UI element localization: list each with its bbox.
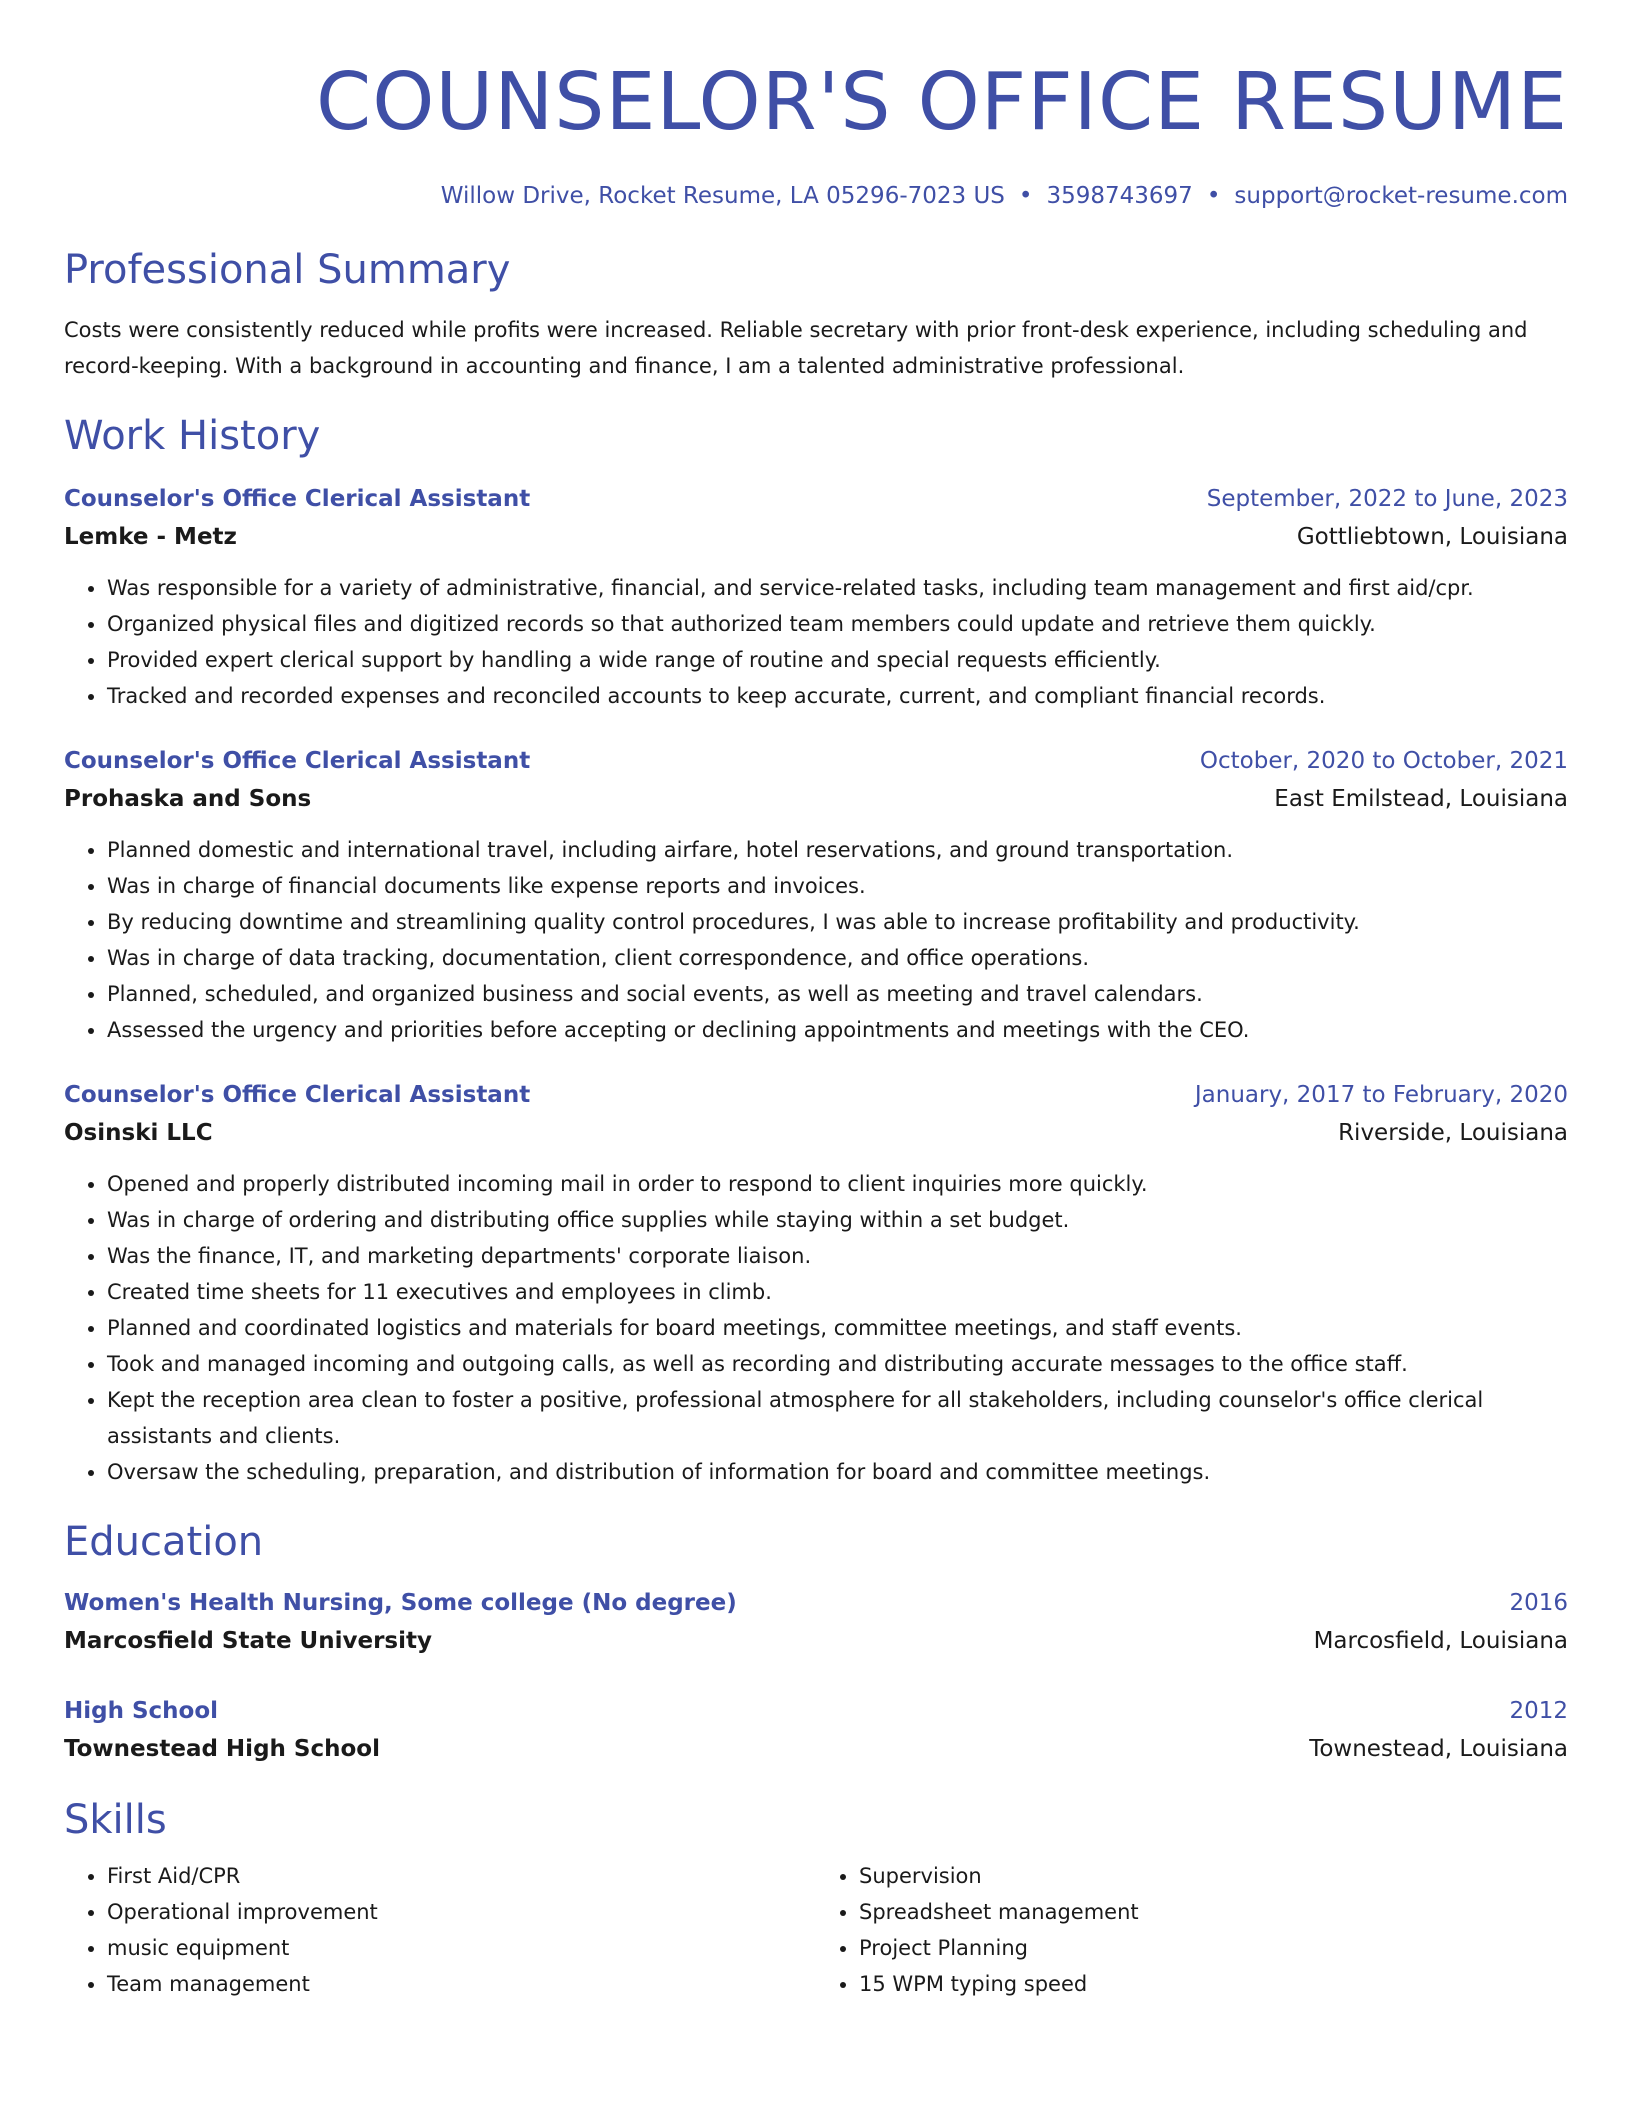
job-entry <box>64 480 1568 714</box>
job-title-row <box>64 742 1568 780</box>
education-entry <box>64 1584 1568 1660</box>
job-company-row <box>64 780 1568 818</box>
job-bullet: • Planned and coordinated logistics and materials for board meetings, committee meetings, and staff events. <box>107 1310 1568 1346</box>
job-bullet: • Was in charge of data tracking, documentation, client correspondence, and office operations. <box>107 940 1568 976</box>
skill-item: • Project Planning <box>859 1930 1568 1966</box>
education-school-row <box>64 1730 1568 1768</box>
job-bullet: • By reducing downtime and streamlining quality control procedures, I was able to increase profitability and productivity. <box>107 904 1568 940</box>
job-dates: January, 2017 to February, 2020 <box>1194 1082 1568 1108</box>
job-company: Prohaska and Sons <box>64 786 312 812</box>
contact-email[interactable]: support@rocket-resume.com <box>1234 183 1568 209</box>
education-degree-row <box>64 1692 1568 1730</box>
job-bullets <box>64 570 1568 714</box>
education-school: Marcosfield State University <box>64 1628 432 1654</box>
skills-column-left <box>64 1858 816 2002</box>
contact-separator: • <box>1018 183 1033 209</box>
job-title: Counselor's Office Clerical Assistant <box>64 748 531 774</box>
job-bullet: • Kept the reception area clean to foster a positive, professional atmosphere for all stakeholders, including counselor's office clerical assistants and clients. <box>107 1382 1568 1454</box>
education-school-row <box>64 1622 1568 1660</box>
contact-address: Willow Drive, Rocket Resume, LA 05296-7023 US <box>440 183 1005 209</box>
skills-section <box>64 1796 1568 2002</box>
skills-column-right <box>816 1858 1568 2002</box>
contact-line <box>64 180 1568 212</box>
skill-item: • Operational improvement <box>107 1894 816 1930</box>
job-company: Lemke - Metz <box>64 524 237 550</box>
job-bullet: • Was the finance, IT, and marketing departments' corporate liaison. <box>107 1238 1568 1274</box>
job-location: Gottliebtown, Louisiana <box>1296 524 1568 550</box>
job-company: Osinski LLC <box>64 1120 213 1146</box>
job-dates: September, 2022 to June, 2023 <box>1206 486 1568 512</box>
education-location: Marcosfield, Louisiana <box>1313 1628 1568 1654</box>
work-history-section <box>64 412 1568 1490</box>
job-bullets <box>64 832 1568 1048</box>
contact-separator: • <box>1206 183 1221 209</box>
job-bullet: • Organized physical files and digitized records so that authorized team members could update and retrieve them quickly. <box>107 606 1568 642</box>
job-bullet: • Oversaw the scheduling, preparation, and distribution of information for board and committee meetings. <box>107 1454 1568 1490</box>
section-heading: Education <box>64 1519 264 1565</box>
education-degree-row <box>64 1584 1568 1622</box>
skill-item: • First Aid/CPR <box>107 1858 816 1894</box>
skills-grid <box>64 1858 1568 2002</box>
job-bullet: • Was in charge of ordering and distributing office supplies while staying within a set budget. <box>107 1202 1568 1238</box>
job-bullet: • Was responsible for a variety of administrative, financial, and service-related tasks, including team management and first aid/cpr. <box>107 570 1568 606</box>
job-bullet: • Opened and properly distributed incoming mail in order to respond to client inquiries more quickly. <box>107 1166 1568 1202</box>
education-degree: Women's Health Nursing, Some college (No degree) <box>64 1590 737 1616</box>
job-bullet: • Provided expert clerical support by handling a wide range of routine and special requests efficiently. <box>107 642 1568 678</box>
job-dates: October, 2020 to October, 2021 <box>1199 748 1568 774</box>
job-company-row <box>64 1114 1568 1152</box>
skill-item: • Supervision <box>859 1858 1568 1894</box>
job-location: Riverside, Louisiana <box>1338 1120 1568 1146</box>
section-heading: Work History <box>64 413 321 459</box>
job-title: Counselor's Office Clerical Assistant <box>64 1082 531 1108</box>
job-bullet: • Was in charge of financial documents like expense reports and invoices. <box>107 868 1568 904</box>
education-year: 2016 <box>1509 1590 1568 1616</box>
summary-text: Costs were consistently reduced while profits were increased. Reliable secretary with prior front-desk experience, including scheduling and record-keeping. With a background in accounting and finance, I am a talented administrative professional. <box>64 318 1528 378</box>
job-bullets <box>64 1166 1568 1490</box>
job-bullet: • Planned domestic and international travel, including airfare, hotel reservations, and ground transportation. <box>107 832 1568 868</box>
contact-phone: 3598743697 <box>1046 183 1193 209</box>
job-title-row <box>64 480 1568 518</box>
job-bullet: • Assessed the urgency and priorities before accepting or declining appointments and meetings with the CEO. <box>107 1012 1568 1048</box>
section-heading: Skills <box>64 1797 167 1843</box>
job-company-row <box>64 518 1568 556</box>
skill-item: • music equipment <box>107 1930 816 1966</box>
professional-summary-section <box>64 246 1568 384</box>
job-location: East Emilstead, Louisiana <box>1274 786 1568 812</box>
resume-title: COUNSELOR'S OFFICE RESUME <box>316 56 1568 148</box>
education-school: Townestead High School <box>64 1736 380 1762</box>
job-bullet: • Took and managed incoming and outgoing calls, as well as recording and distributing accurate messages to the office staff. <box>107 1346 1568 1382</box>
skill-item: • Team management <box>107 1966 816 2002</box>
job-bullet: • Planned, scheduled, and organized business and social events, as well as meeting and travel calendars. <box>107 976 1568 1012</box>
job-entry <box>64 742 1568 1048</box>
education-location: Townestead, Louisiana <box>1309 1736 1568 1762</box>
resume-header <box>64 52 1568 212</box>
job-bullet: • Created time sheets for 11 executives and employees in climb. <box>107 1274 1568 1310</box>
job-title-row <box>64 1076 1568 1114</box>
section-heading: Professional Summary <box>64 247 511 293</box>
skill-item: • 15 WPM typing speed <box>859 1966 1568 2002</box>
education-year: 2012 <box>1509 1698 1568 1724</box>
skill-item: • Spreadsheet management <box>859 1894 1568 1930</box>
education-section <box>64 1518 1568 1768</box>
education-entry <box>64 1692 1568 1768</box>
education-degree: High School <box>64 1698 219 1724</box>
job-bullet: • Tracked and recorded expenses and reconciled accounts to keep accurate, current, and compliant financial records. <box>107 678 1568 714</box>
job-entry <box>64 1076 1568 1490</box>
job-title: Counselor's Office Clerical Assistant <box>64 486 531 512</box>
